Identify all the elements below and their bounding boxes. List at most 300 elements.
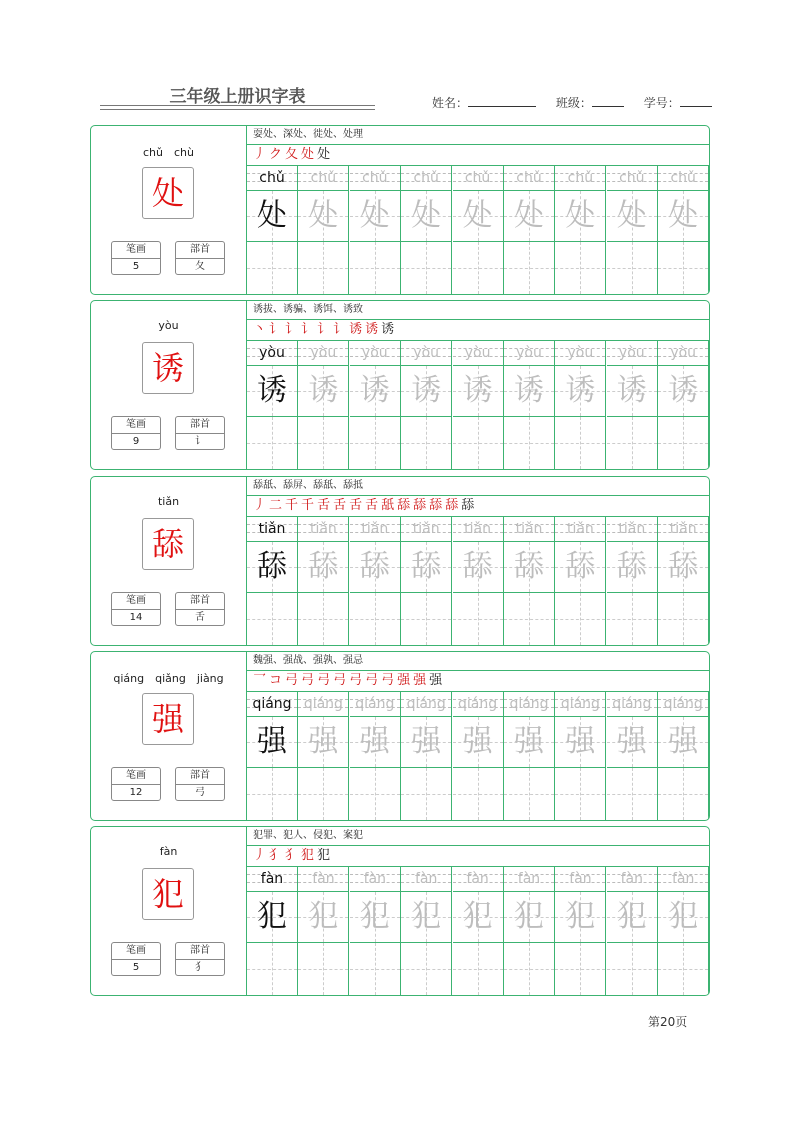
character-pinyin: yòu [158,319,179,332]
trace-cell[interactable] [658,341,709,469]
stroke-step: 弓 [285,673,300,688]
hanzi-writing-box [298,892,348,943]
hanzi-text: 处 [359,198,390,233]
character-info-panel [91,126,247,294]
practice-box[interactable] [555,768,605,820]
hanzi-writing-box [298,717,348,768]
example-words: 犯罪、犯人、侵犯、案犯 [247,827,709,846]
character-card [90,651,710,821]
stroke-step: 丿 [253,498,268,513]
stroke-step: 讠 [301,322,316,337]
radical-box [175,767,225,801]
hanzi-writing-box [555,892,605,943]
hanzi-writing-box [401,892,451,943]
trace-cell[interactable] [555,517,606,645]
hanzi-text: 诱 [616,373,647,408]
pinyin-text: yòu [310,345,337,361]
hanzi-writing-box [555,366,605,417]
pinyin-writing-row [401,517,451,542]
practice-box[interactable] [607,768,657,820]
hanzi-text: 舔 [462,549,493,584]
stroke-step: 弓 [365,673,380,688]
trace-cell[interactable] [350,867,401,995]
pinyin-text: qiáng [509,696,549,712]
trace-cell[interactable] [607,166,658,294]
hanzi-text: 诱 [668,373,699,408]
pinyin-text: qiáng [303,696,343,712]
pinyin-text: fàn [414,871,438,887]
practice-box[interactable] [298,417,348,469]
stroke-step: 舌 [365,498,380,513]
practice-box[interactable] [453,593,503,645]
practice-box[interactable] [504,768,554,820]
radical-box [175,942,225,976]
pinyin-text: qiáng [355,696,395,712]
character-card [90,300,710,470]
stroke-order [247,496,709,517]
trace-cell[interactable] [658,692,709,820]
hanzi-writing-box [298,542,348,593]
stroke-count-value: 14 [129,612,143,623]
pinyin-writing-row [247,166,297,191]
pinyin-text: qiáng [252,696,292,712]
pinyin-text: tiǎn [309,521,337,537]
practice-box[interactable] [350,417,400,469]
pinyin-writing-row [504,867,554,892]
stroke-step: 舌 [333,498,348,513]
trace-cell[interactable] [298,867,349,995]
pinyin-writing-row [555,517,605,542]
stroke-count-label: 笔画 [112,593,160,610]
pinyin-text: yòu [413,345,440,361]
hanzi-text: 犯 [308,899,339,934]
pinyin-writing-row [607,867,657,892]
hanzi-text: 处 [462,198,493,233]
stroke-order [247,145,709,166]
hanzi-text: 诱 [462,373,493,408]
pinyin-writing-row [658,341,708,366]
stroke-count-label: 笔画 [112,242,160,259]
pinyin-writing-row [555,867,605,892]
trace-cell[interactable] [555,341,606,469]
hanzi-text: 犯 [411,899,442,934]
stroke-step: 诱 [349,322,364,337]
trace-cell[interactable] [607,341,658,469]
stroke-step: 弓 [381,673,396,688]
hanzi-text: 强 [411,724,442,759]
practice-box[interactable] [401,768,451,820]
pinyin-text: fàn [312,871,335,887]
practice-box[interactable] [555,242,605,294]
pinyin-text: fàn [363,871,386,887]
hanzi-text: 强 [308,724,339,759]
pinyin-writing-row [658,517,708,542]
pinyin-text: tiǎn [412,521,440,537]
trace-cell[interactable] [555,692,606,820]
stroke-count-label: 笔画 [112,943,160,960]
trace-cell[interactable] [555,166,606,294]
practice-box[interactable] [658,417,708,469]
trace-cell[interactable] [401,517,452,645]
pinyin-writing-row [298,166,348,191]
pinyin-writing-row [350,692,400,717]
pinyin-writing-row [453,166,503,191]
trace-cell[interactable] [298,341,349,469]
stroke-step: 诱 [381,322,396,337]
title-rule [100,109,375,110]
practice-box[interactable] [247,768,297,820]
hanzi-text: 强 [668,724,699,759]
hanzi-text: 犯 [668,899,699,934]
model-cell [247,341,298,469]
stroke-step: 强 [397,673,412,688]
hanzi-text: 处 [514,198,544,233]
example-words: 魏强、强战、强孰、强忌 [247,652,709,671]
trace-cell[interactable] [555,867,606,995]
practice-box[interactable] [247,943,297,995]
pinyin-text: chǔ [670,170,696,186]
hanzi-writing-box [350,542,400,593]
stroke-step: 舔 [397,498,412,513]
trace-cell[interactable] [658,166,709,294]
stroke-step: 千 [301,498,316,513]
radical-box [175,416,225,450]
hanzi-writing-box [658,191,708,242]
pinyin-writing-row [504,341,554,366]
trace-cell[interactable] [607,692,658,820]
example-words: 诱拔、诱骗、诱饵、诱致 [247,301,709,320]
character-info-panel [91,827,247,995]
stroke-step: 弓 [317,673,332,688]
practice-box[interactable] [658,593,708,645]
hanzi-writing-box [607,542,657,593]
trace-cell[interactable] [453,867,504,995]
stroke-step: 舔 [413,498,428,513]
stroke-step: 弓 [349,673,364,688]
stroke-count-value: 9 [132,436,140,447]
stroke-step: 犯 [301,848,316,863]
hanzi-text: 强 [257,724,287,759]
practice-box[interactable] [298,593,348,645]
radical-value: 犭 [195,962,205,973]
stroke-step: コ [269,673,284,688]
pinyin-writing-row [247,517,297,542]
hanzi-writing-box [504,542,554,593]
trace-cell[interactable] [504,517,555,645]
practice-box[interactable] [350,593,400,645]
pinyin-text: qiáng [663,696,703,712]
hanzi-writing-box [504,191,554,242]
pinyin-text: fàn [671,871,695,887]
practice-box[interactable] [453,417,503,469]
hanzi-text: 犯 [359,899,390,934]
stroke-count-box [111,767,161,801]
stroke-step: 讠 [317,322,332,337]
trace-cell[interactable] [453,517,504,645]
stroke-step: 犯 [317,848,332,863]
trace-cell[interactable] [658,517,709,645]
name-field[interactable] [468,94,536,107]
stroke-step: 强 [429,673,444,688]
stroke-step: 讠 [285,322,300,337]
hanzi-text: 诱 [308,373,339,408]
trace-cell[interactable] [350,692,401,820]
trace-cell[interactable] [350,517,401,645]
hanzi-text: 诱 [565,373,596,408]
pinyin-text: tiǎn [464,521,492,537]
practice-box[interactable] [658,242,708,294]
hanzi-writing-box [350,892,400,943]
radical-value: 舌 [195,612,205,623]
hanzi-writing-box [504,892,554,943]
stroke-step: 弓 [333,673,348,688]
model-cell [247,692,298,820]
pinyin-writing-row [453,692,503,717]
practice-box[interactable] [247,593,297,645]
practice-box[interactable] [298,943,348,995]
pinyin-text: qiáng [406,696,446,712]
trace-cell[interactable] [504,692,555,820]
pinyin-text: yòu [259,345,285,361]
stroke-count-value: 5 [132,261,140,272]
pinyin-text: chǔ [619,170,645,186]
pinyin-text: fàn [466,871,489,887]
stroke-count-box [111,592,161,626]
character-pinyin: chǔ chù [143,146,194,159]
practice-box[interactable] [350,768,400,820]
stroke-count-label: 笔画 [112,768,160,785]
pinyin-text: chǔ [310,170,337,186]
radical-label: 部首 [176,768,224,785]
stroke-step: 强 [413,673,428,688]
trace-cell[interactable] [453,692,504,820]
hanzi-text: 诱 [257,373,287,408]
stroke-count-label: 笔画 [112,417,160,434]
stroke-step: 处 [317,147,332,162]
practice-box[interactable] [607,943,657,995]
pinyin-text: chǔ [259,170,285,186]
practice-box[interactable] [453,242,503,294]
hanzi-text: 舔 [565,549,596,584]
practice-box[interactable] [504,593,554,645]
stroke-step: 丿 [253,848,268,863]
pinyin-writing-row [247,341,297,366]
pinyin-text: chǔ [413,170,439,186]
character-card [90,125,710,295]
trace-cell[interactable] [401,341,452,469]
practice-box[interactable] [555,417,605,469]
trace-cell[interactable] [401,692,452,820]
hanzi-writing-box [298,366,348,417]
hanzi-text: 舔 [668,549,699,584]
practice-box[interactable] [453,943,503,995]
pinyin-text: yòu [618,345,645,361]
practice-box[interactable] [350,242,400,294]
radical-label: 部首 [176,943,224,960]
hanzi-writing-box [555,717,605,768]
practice-box[interactable] [607,593,657,645]
pinyin-text: yòu [516,345,542,361]
practice-box[interactable] [658,943,708,995]
pinyin-text: chǔ [464,170,491,186]
trace-cell[interactable] [298,517,349,645]
pinyin-writing-row [607,341,657,366]
trace-cell[interactable] [401,867,452,995]
pinyin-writing-row [607,692,657,717]
pinyin-writing-row [298,517,348,542]
hanzi-writing-box [453,892,503,943]
stroke-count-box [111,241,161,275]
radical-label: 部首 [176,417,224,434]
practice-area [247,477,709,645]
pinyin-text: tiǎn [515,521,543,537]
practice-box[interactable] [401,943,451,995]
name-label: 姓名： [432,96,469,110]
example-words: 舔舐、舔屏、舔舐、舔抵 [247,477,709,496]
id-label: 学号： [643,96,680,110]
stroke-step: 夂 [285,147,300,162]
practice-area [247,301,709,469]
trace-cell[interactable] [658,867,709,995]
pinyin-writing-row [453,341,503,366]
hanzi-text: 舔 [359,549,390,584]
practice-box[interactable] [504,943,554,995]
id-field[interactable] [680,94,712,107]
stroke-step: 舌 [349,498,364,513]
hanzi-writing-box [453,191,503,242]
pinyin-writing-row [607,517,657,542]
hanzi-text: 强 [616,724,647,759]
practice-box[interactable] [658,768,708,820]
hanzi-text: 犯 [616,899,647,934]
hanzi-writing-box [607,191,657,242]
pinyin-text: qiáng [458,696,498,712]
stroke-step: 犭 [269,848,284,863]
hanzi-writing-box [247,717,297,768]
character-pinyin: fàn [159,845,178,858]
pinyin-text: yòu [361,345,388,361]
hanzi-text: 犯 [565,899,596,934]
stroke-step: 丶 [253,322,268,337]
pinyin-text: qiáng [612,696,652,712]
hanzi-writing-box [453,542,503,593]
hanzi-writing-box [607,366,657,417]
stroke-count-box [111,942,161,976]
class-field[interactable] [592,94,624,107]
radical-box [175,592,225,626]
trace-cell[interactable] [607,517,658,645]
model-cell [247,166,298,294]
pinyin-writing-row [555,692,605,717]
stroke-step: 千 [285,498,300,513]
stroke-step: 弓 [301,673,316,688]
stroke-count-value: 12 [129,787,143,798]
trace-cell[interactable] [298,166,349,294]
practice-box[interactable] [247,417,297,469]
practice-box[interactable] [401,242,451,294]
pinyin-writing-row [298,692,348,717]
pinyin-writing-row [298,341,348,366]
hanzi-writing-box [350,191,400,242]
pinyin-writing-row [658,166,708,191]
practice-box[interactable] [504,242,554,294]
trace-cell[interactable] [298,692,349,820]
practice-box[interactable] [555,593,605,645]
trace-cell[interactable] [350,341,401,469]
trace-cell[interactable] [504,166,555,294]
hanzi-text: 诱 [359,373,390,408]
radical-box [175,241,225,275]
pinyin-writing-row [504,517,554,542]
hanzi-writing-box [247,892,297,943]
practice-box[interactable] [298,242,348,294]
trace-cell[interactable] [607,867,658,995]
stroke-order [247,320,709,341]
practice-box[interactable] [555,943,605,995]
practice-box[interactable] [401,593,451,645]
stroke-step: 乛 [253,673,268,688]
pinyin-writing-row [401,867,451,892]
practice-area [247,652,709,820]
hanzi-text: 处 [616,198,647,233]
pinyin-writing-row [504,692,554,717]
pinyin-writing-row [350,517,400,542]
pinyin-writing-row [401,692,451,717]
pinyin-writing-row [401,341,451,366]
trace-cell[interactable] [504,867,555,995]
stroke-count-box [111,416,161,450]
practice-box[interactable] [247,242,297,294]
practice-box[interactable] [401,417,451,469]
hanzi-writing-box [298,191,348,242]
pinyin-text: tiǎn [618,521,646,537]
trace-cell[interactable] [453,341,504,469]
trace-cell[interactable] [453,166,504,294]
practice-box[interactable] [607,417,657,469]
pinyin-writing-row [401,166,451,191]
pinyin-text: chǔ [516,170,542,186]
practice-box[interactable] [350,943,400,995]
stroke-step: 处 [301,147,316,162]
pinyin-text: yòu [464,345,491,361]
pinyin-text: yòu [670,345,697,361]
practice-box[interactable] [298,768,348,820]
character-display: 犯 [142,868,194,920]
character-display: 舔 [142,518,194,570]
hanzi-text: 舔 [257,549,287,584]
stroke-step: 舔 [461,498,476,513]
stroke-step: 二 [269,498,284,513]
pinyin-writing-row [658,867,708,892]
hanzi-text: 舔 [616,549,647,584]
pinyin-text: tiǎn [669,521,697,537]
trace-cell[interactable] [504,341,555,469]
radical-value: 夂 [195,261,205,272]
practice-box[interactable] [607,242,657,294]
practice-area [247,827,709,995]
stroke-step: 犭 [285,848,300,863]
pinyin-writing-row [658,692,708,717]
practice-box[interactable] [453,768,503,820]
trace-cell[interactable] [401,166,452,294]
stroke-step: 丿 [253,147,268,162]
practice-box[interactable] [504,417,554,469]
trace-cell[interactable] [350,166,401,294]
example-words: 耍处、深处、徙处、处理 [247,126,709,145]
character-info-panel [91,301,247,469]
page-title: 三年级上册识字表 [169,87,306,107]
hanzi-writing-box [453,717,503,768]
